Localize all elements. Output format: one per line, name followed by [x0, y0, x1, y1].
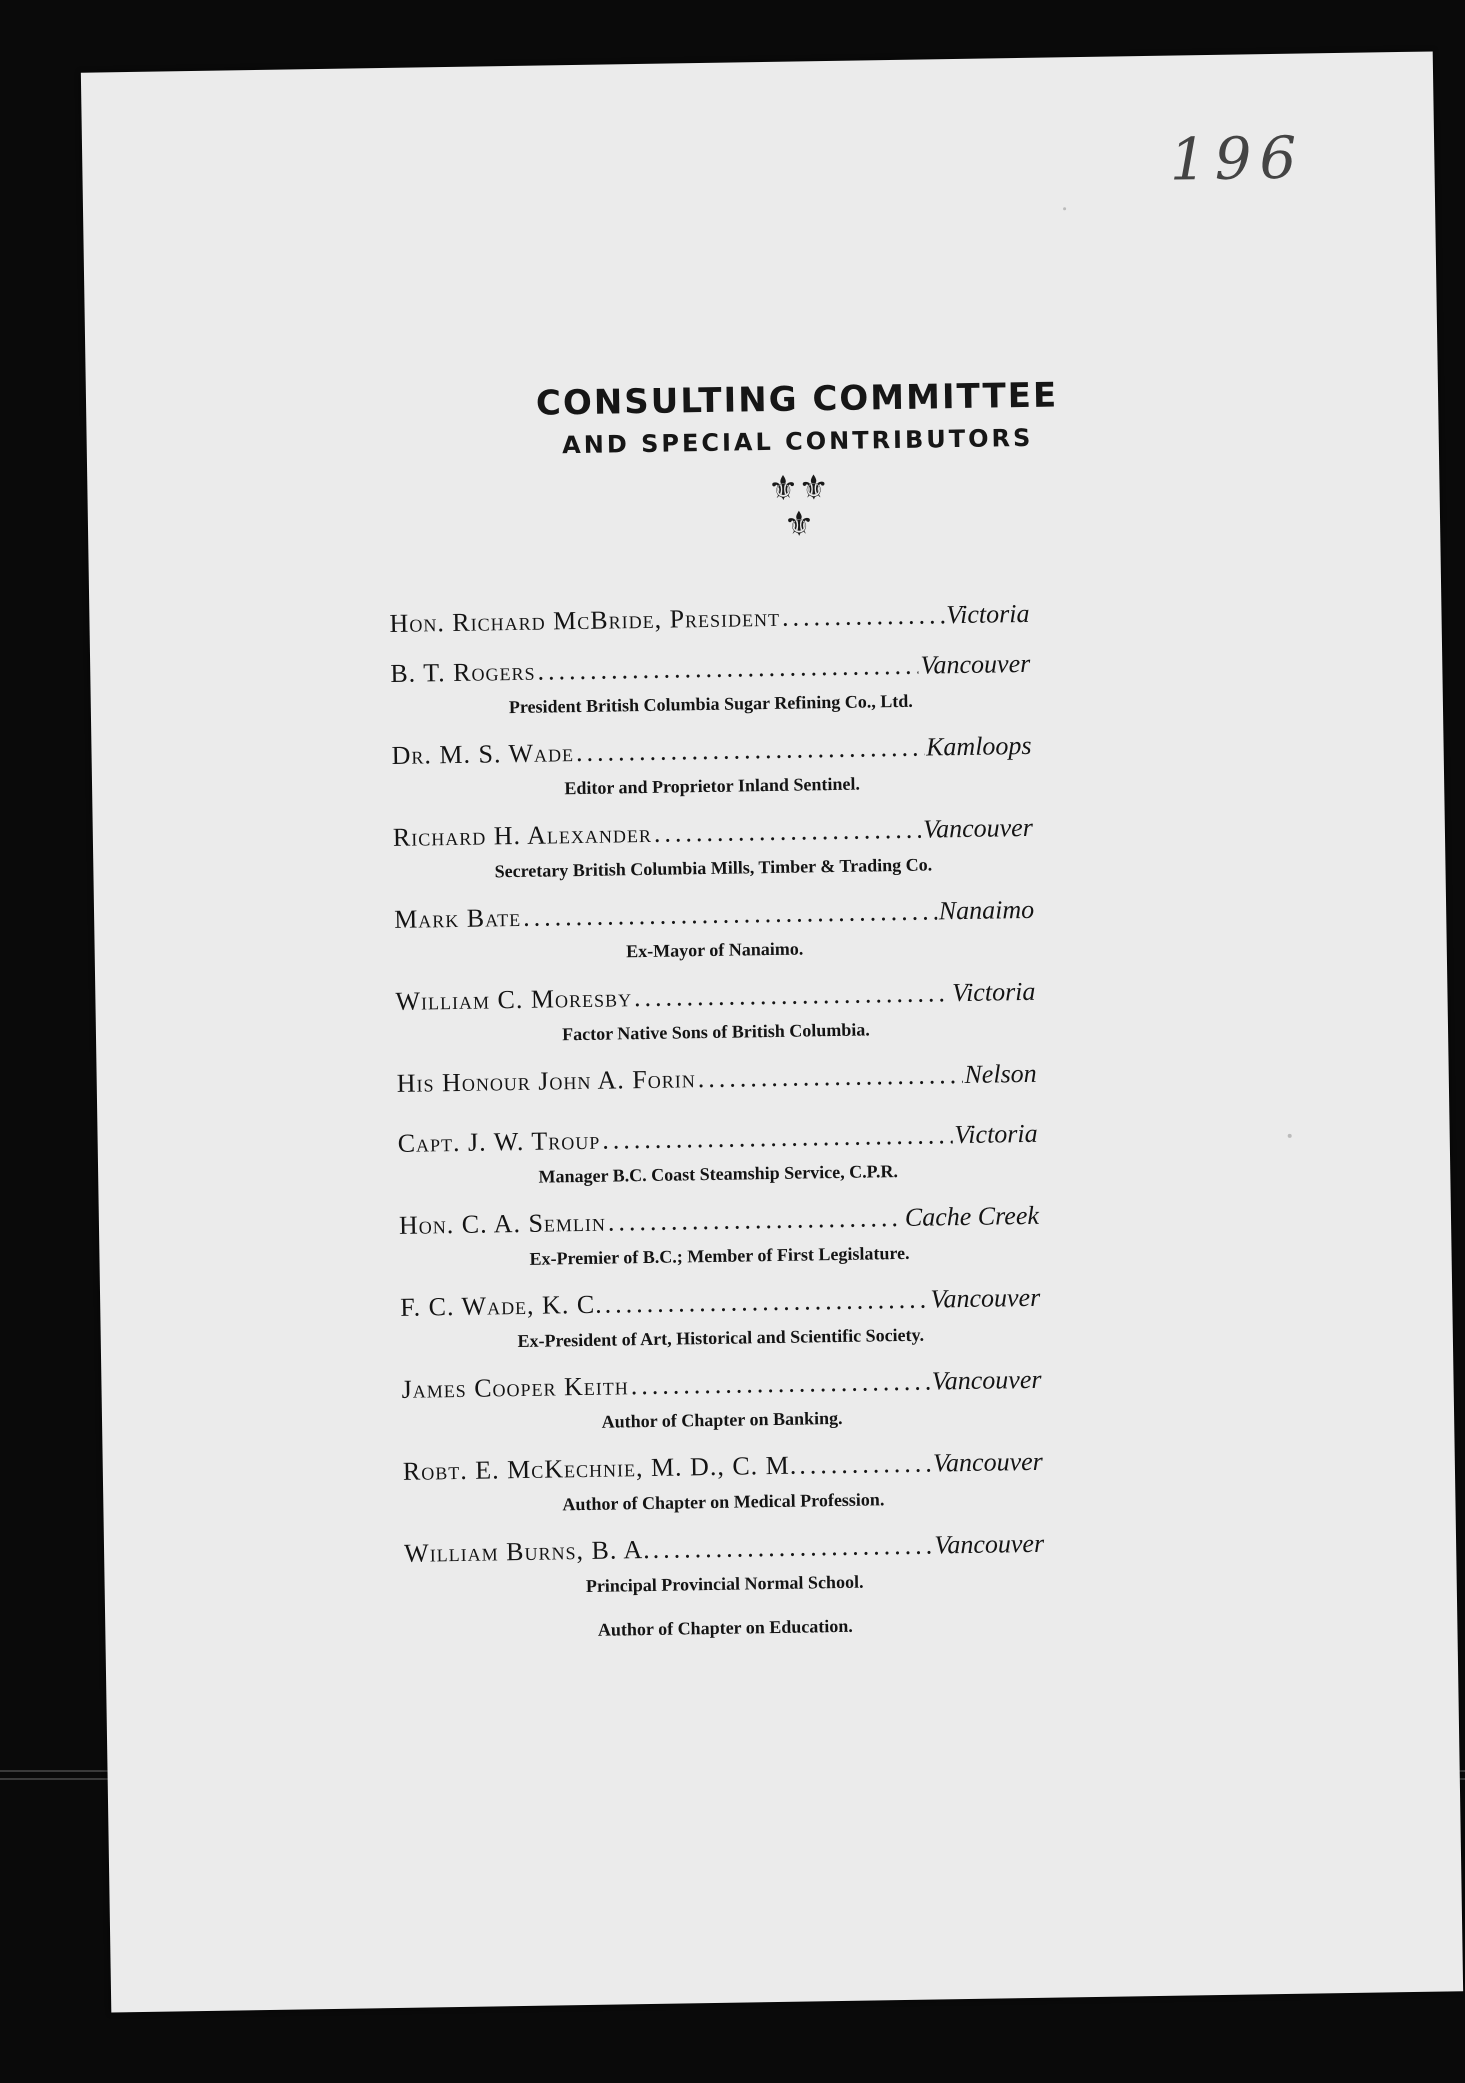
dot-leader — [782, 599, 945, 634]
contributor-description: President British Columbia Sugar Refining Co., Ltd. — [508, 690, 913, 718]
dot-leader — [523, 895, 937, 933]
contributor-description: Ex-President of Art, Historical and Scientific Society. — [517, 1324, 925, 1352]
contributor-place: Kamloops — [925, 730, 1032, 762]
contributor-line — [389, 598, 1029, 640]
contributor-description: Factor Native Sons of British Columbia. — [562, 1019, 870, 1045]
paper-speck — [1288, 1134, 1292, 1138]
fleur-de-lis-icon-pair: ⚜⚜ — [767, 470, 830, 508]
contributor-list — [389, 598, 1046, 1664]
contributor-entry — [405, 1610, 1045, 1646]
handwritten-page-number: 196 — [1169, 123, 1305, 194]
contributor-line — [390, 648, 1030, 690]
contributor-line — [394, 894, 1034, 936]
contributor-line — [397, 1058, 1037, 1100]
contributor-description: Ex-Premier of B.C.; Member of First Legislature. — [529, 1242, 910, 1269]
dot-leader — [697, 1059, 962, 1095]
contributor-entry — [390, 648, 1031, 722]
contributor-entry — [397, 1118, 1038, 1192]
contributor-line — [400, 1282, 1040, 1324]
contributor-place: Nanaimo — [938, 894, 1035, 926]
page-title: CONSULTING COMMITTEE — [535, 375, 1059, 424]
contributor-entry — [391, 730, 1032, 804]
contributor-description: Principal Provincial Normal School. — [585, 1571, 864, 1596]
fleur-de-lis-ornament — [157, 461, 1440, 553]
contributor-name: William Burns, B. A. — [403, 1534, 651, 1568]
contributor-name: Richard H. Alexander — [392, 818, 653, 852]
contributor-place: Victoria — [951, 976, 1036, 1008]
paper-speck — [1063, 207, 1066, 210]
contributor-place: Vancouver — [931, 1364, 1042, 1396]
contributor-name: Hon. C. A. Semlin — [398, 1207, 607, 1240]
dot-leader — [604, 1284, 928, 1321]
dot-leader — [634, 977, 951, 1014]
contributor-place: Vancouver — [934, 1528, 1045, 1560]
contributor-name: Mark Bate — [393, 902, 522, 934]
contributor-description: Author of Chapter on Medical Profession. — [562, 1489, 885, 1515]
contributor-line — [395, 976, 1035, 1018]
contributor-entry — [400, 1282, 1041, 1356]
contributor-entry — [403, 1446, 1044, 1520]
contributor-name: Capt. J. W. Troup — [397, 1125, 601, 1158]
contributor-place: Vancouver — [932, 1446, 1044, 1478]
dot-leader — [537, 650, 919, 688]
contributor-line — [397, 1118, 1037, 1160]
dot-leader — [608, 1202, 904, 1239]
contributor-name: William C. Moresby — [395, 983, 633, 1016]
contributor-line — [391, 730, 1031, 772]
heading — [86, 369, 1439, 466]
dot-leader — [602, 1119, 953, 1156]
contributor-line — [393, 812, 1033, 854]
contributor-place: Nelson — [964, 1058, 1037, 1089]
dot-leader — [576, 732, 925, 769]
contributor-description: Author of Chapter on Education. — [597, 1615, 853, 1640]
contributor-description: Secretary British Columbia Mills, Timber & Trading Co. — [494, 854, 933, 882]
contributor-name: B. T. Rogers — [390, 656, 536, 688]
dot-leader — [652, 1530, 932, 1566]
contributor-entry — [393, 812, 1034, 886]
contributor-name: Dr. M. S. Wade — [391, 738, 575, 770]
contributor-entry — [399, 1200, 1040, 1274]
contributor-entry — [404, 1528, 1045, 1602]
contributor-place: Vancouver — [930, 1282, 1041, 1314]
dot-leader — [799, 1448, 931, 1482]
contributor-name: James Cooper Keith — [401, 1371, 630, 1404]
contributor-place: Victoria — [954, 1118, 1038, 1150]
contributor-place: Vancouver — [920, 648, 1031, 680]
dot-leader — [631, 1366, 930, 1403]
contributor-name: F. C. Wade, K. C. — [400, 1289, 603, 1322]
contributor-line — [401, 1364, 1041, 1406]
page-subtitle: AND SPECIAL CONTRIBUTORS — [561, 423, 1034, 460]
contributor-name: Hon. Richard McBride, President — [389, 602, 781, 638]
contributor-place: Victoria — [945, 598, 1030, 630]
contributor-entry — [394, 894, 1035, 968]
document-page — [81, 52, 1463, 2013]
contributor-entry — [395, 976, 1036, 1050]
contributor-line — [403, 1446, 1043, 1488]
contributor-place: Cache Creek — [904, 1200, 1040, 1232]
contributor-line — [399, 1200, 1039, 1242]
fleur-de-lis-icon: ⚜ — [783, 506, 815, 544]
contributor-entry — [389, 598, 1029, 640]
contributor-entry — [397, 1058, 1037, 1100]
contributor-description: Author of Chapter on Banking. — [601, 1407, 843, 1432]
contributor-name: His Honour John A. Forin — [396, 1064, 696, 1098]
contributor-description: Manager B.C. Coast Steamship Service, C.P.R. — [538, 1161, 899, 1187]
contributor-description: Editor and Proprietor Inland Sentinel. — [564, 773, 861, 799]
contributor-place: Vancouver — [922, 812, 1034, 844]
dot-leader — [654, 814, 922, 850]
contributor-name: Robt. E. McKechnie, M. D., C. M. — [402, 1450, 798, 1486]
contributor-description: Ex-Mayor of Nanaimo. — [625, 938, 804, 962]
contributor-line — [404, 1528, 1044, 1570]
contributor-entry — [401, 1364, 1042, 1438]
